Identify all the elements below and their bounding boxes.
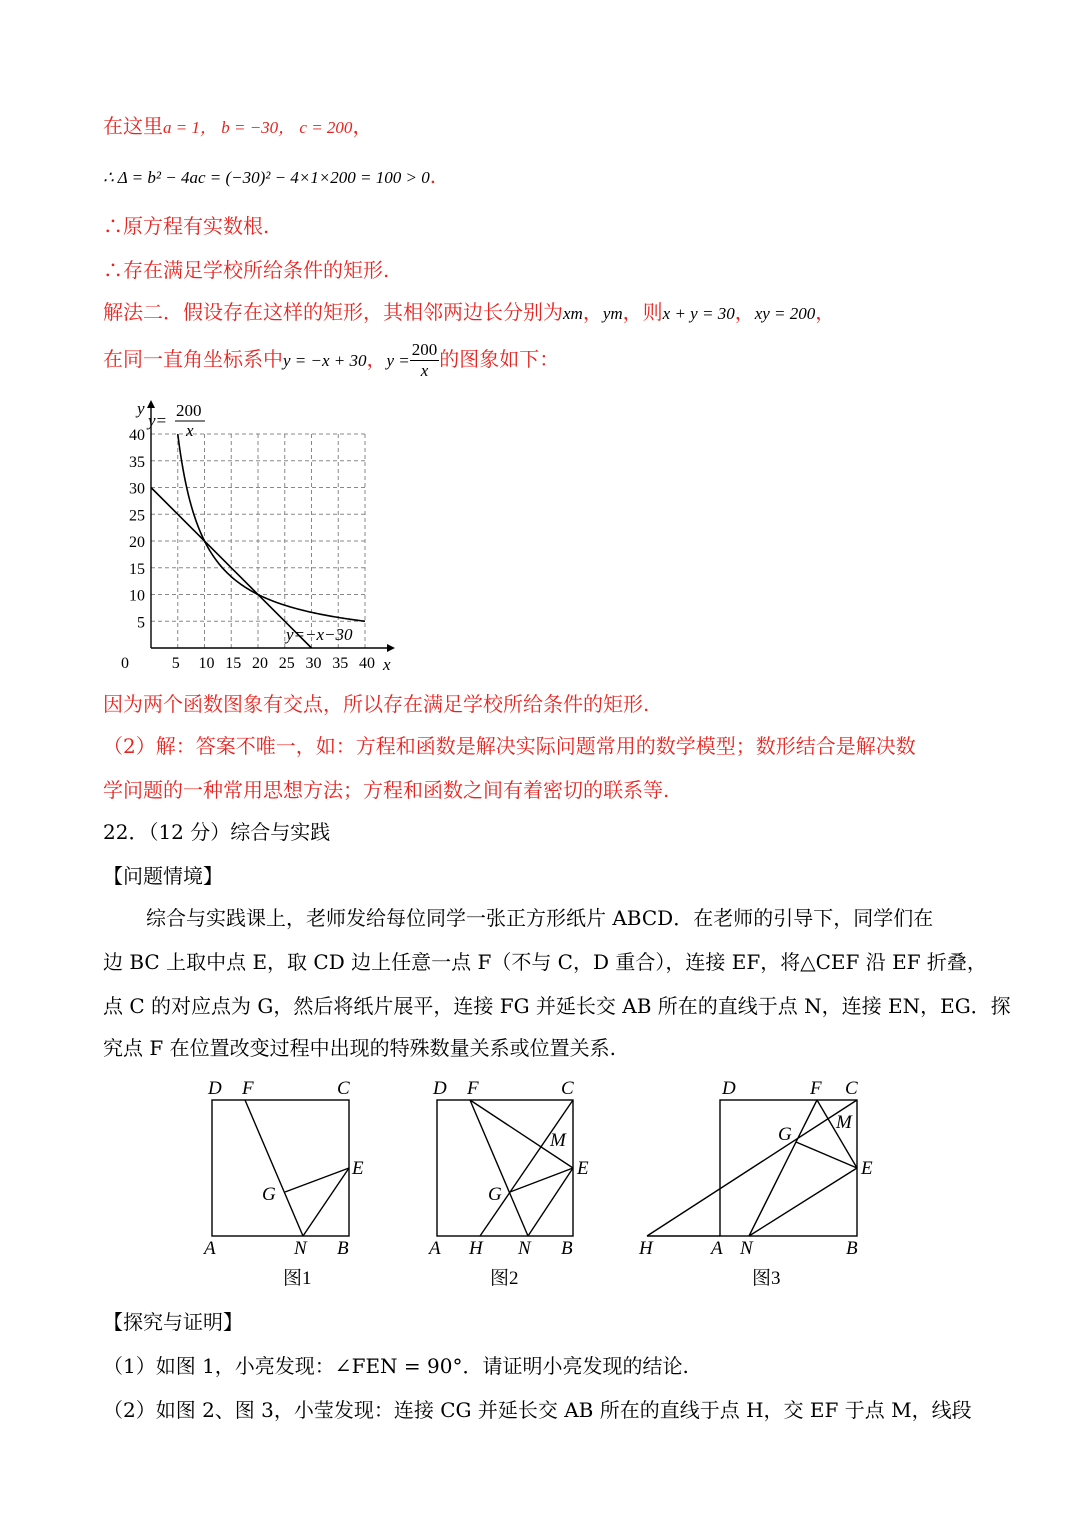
y-tick-label: 40 [129,427,145,444]
x-tick-label: 0 [121,655,129,672]
solution-coordinate-line: 在同一直角坐标系中y = −x + 30，y = $\frac{200}{x}$ 的图象如下： [103,340,560,380]
part2-answer-line1: （2）解：答案不唯一，如：方程和函数是解决实际问题常用的数学模型；数形结合是解决数 [103,734,916,758]
x-tick-label: 20 [252,655,268,672]
fig3-label-f: F [810,1078,822,1099]
series-hyperbola [178,434,365,621]
fig1-label-b: B [337,1238,349,1259]
fig2-label-d: D [433,1078,447,1099]
fig1-label-f: F [242,1078,254,1099]
y-axis-arrow [147,400,155,408]
figure-2-diagram [437,1100,573,1236]
solution-conclusion: 因为两个函数图象有交点，所以存在满足学校所给条件的矩形. [103,692,650,716]
fig2-label-c: C [561,1078,574,1099]
problem-text-line1: 综合与实践课上，老师发给每位同学一张正方形纸片 ABCD．在老师的引导下，同学们在 [146,906,934,930]
fig3-label-h: H [639,1238,653,1259]
hyperbola-label-lhs: y= [148,411,168,430]
fig3-label-a: A [711,1238,723,1259]
fig1-label-g: G [262,1184,276,1205]
y-tick-label: 5 [137,614,145,632]
x-tick-label: 35 [332,655,349,672]
figure-3-diagram [647,1100,857,1236]
figure-2-caption: 图2 [490,1268,519,1289]
x-tick-label: 30 [305,655,322,672]
fig3-label-d: D [722,1078,736,1099]
fig2-label-m: M [550,1130,566,1151]
fig1-label-a: A [204,1238,216,1259]
function-graph [96,396,396,676]
fig1-label-e: E [352,1158,364,1179]
hyperbola-label-denominator: x [186,421,194,440]
x-tick-label: 10 [198,655,215,672]
figure-1-caption: 图1 [283,1268,312,1289]
fig2-label-a: A [429,1238,441,1259]
fig3-label-m: M [836,1112,852,1133]
y-tick-label: 15 [129,560,145,578]
y-tick-label: 25 [129,507,145,525]
x-tick-label: 5 [171,655,180,672]
y-tick-label: 35 [129,453,145,471]
problem-text-line2: 边 BC 上取中点 E，取 CD 边上任意一点 F（不与 C，D 重合），连接 EF，将△CEF 沿 EF 折叠， [103,950,987,974]
solution-method-two: 解法二．假设存在这样的矩形，其相邻两边长分别为xm，ym，则x + y = 30，xy = 200， [103,300,836,324]
solution-line-discriminant: ∴ Δ = b² − 4ac = (−30)² − 4×1×200 = 100 > 0. [103,164,437,188]
fig2-label-f: F [467,1078,479,1099]
fraction-200-over-x: $\frac{200}{x}$ [411,340,438,380]
fig2-label-n: N [518,1238,531,1259]
fig2-label-g: G [488,1184,502,1205]
figure-1-diagram [212,1100,349,1236]
fig3-label-b: B [846,1238,858,1259]
linear-line-label: y=−x−30 [286,625,353,644]
x-tick-label: 15 [225,655,242,672]
fig2-label-e: E [577,1158,589,1179]
solution-line-real-roots: ∴原方程有实数根. [103,214,270,238]
fig1-label-d: D [208,1078,222,1099]
x-tick-label: 40 [359,655,375,672]
x-axis-label: x [383,655,391,674]
section-problem-context: 【问题情境】 [103,864,223,888]
x-axis-arrow [387,644,395,652]
problem-text-line4: 究点 F 在位置改变过程中出现的特殊数量关系或位置关系. [103,1036,616,1060]
y-axis-label: y [137,399,145,418]
solution-line-rectangle-exists: ∴存在满足学校所给条件的矩形. [103,258,390,282]
question-part2: （2）如图 2、图 3，小莹发现：连接 CG 并延长交 AB 所在的直线于点 H，交 EF 于点 M，线段 [103,1398,972,1422]
fig2-label-b: B [561,1238,573,1259]
fig2-label-h: H [469,1238,483,1259]
solution-line-coefficients: 在这里a = 1， b = −30， c = 200， [103,114,373,138]
figure-3-caption: 图3 [752,1268,781,1289]
question-22-heading: 22．（12 分）综合与实践 [103,820,331,844]
fig3-label-e: E [861,1158,873,1179]
part2-answer-line2: 学问题的一种常用思想方法；方程和函数之间有着密切的联系等. [103,778,670,802]
y-tick-label: 20 [129,534,145,551]
problem-text-line3: 点 C 的对应点为 G，然后将纸片展平，连接 FG 并延长交 AB 所在的直线于点 N，连接 EN，EG．探 [103,994,1011,1018]
section-exploration-proof: 【探究与证明】 [103,1310,243,1334]
geometry-figures [0,1070,1080,1300]
hyperbola-label-numerator: 200 [176,401,202,420]
fig3-label-c: C [845,1078,858,1099]
question-part1: （1）如图 1，小亮发现：∠FEN = 90°．请证明小亮发现的结论. [103,1354,689,1378]
y-tick-label: 10 [129,587,145,605]
fig3-label-n: N [740,1238,753,1259]
fig1-label-c: C [337,1078,350,1099]
x-tick-label: 25 [278,655,295,672]
fig3-label-g: G [778,1124,792,1145]
y-tick-label: 30 [129,480,145,498]
fig1-label-n: N [294,1238,307,1259]
